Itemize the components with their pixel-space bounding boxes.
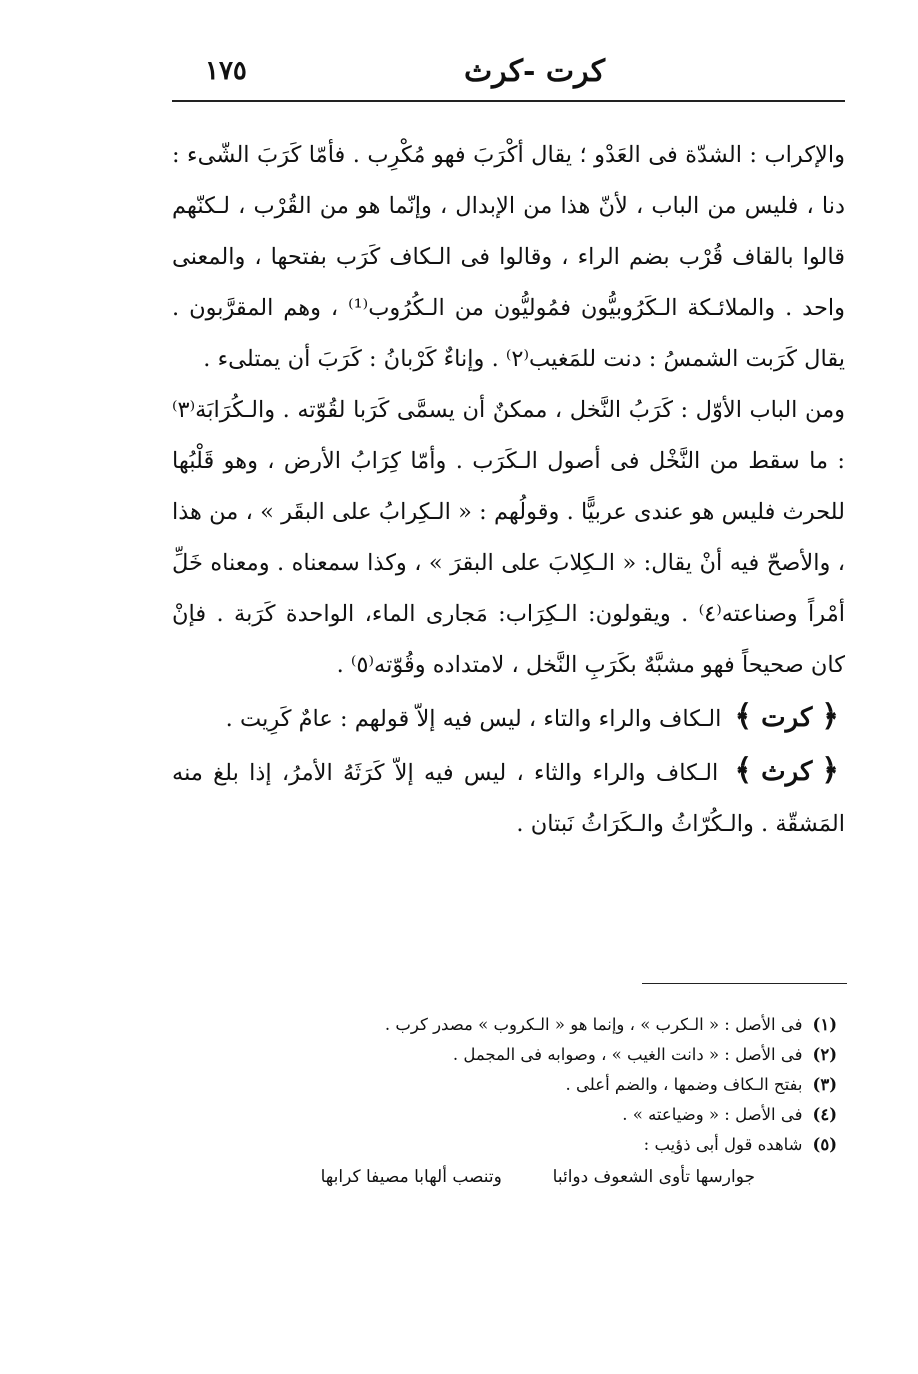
footnote: (٥)شاهده قول أبى ذؤيب : bbox=[643, 1135, 837, 1154]
entry-headword: ﴿ كرت ﴾ bbox=[734, 699, 839, 734]
footnote: (٤)فى الأصل : « وضياعته » . bbox=[622, 1105, 837, 1124]
entry-text: الـكاف والراء والثاء ، ليس فيه إلاّ كَرَثَهُ الأمرُ، إذا بلغ منه المَشقّة . والـكُرّاثُ والـكَرَاثُ نَبتان . bbox=[172, 760, 845, 837]
entry-headword: ﴿ كرث ﴾ bbox=[734, 753, 839, 788]
verse-first-hemistich: جوارسها تأوى الشعوف دوائبا bbox=[552, 1167, 755, 1187]
verse-second-hemistich: وتنصب ألهابا مصيفا كرابها bbox=[320, 1167, 502, 1187]
paragraph-continued: والإكراب : الشدّة فى العَدْو ؛ يقال أكْرَبَ فهو مُكْرِب . فأمّا كَرَبَ الشّىء : دنا ، فليس من الباب ، لأنّ هذا من الإبدال ، وإنّما هو من القُرْب ، لـكنّهم قالوا بالقاف قُرْب بضم الراء ، وقالوا فى الـكاف كَرَب بفتحها ، والمعنى واحد . والملائـكة الـكَرُوبيُّون فمُوليُّون من الـكُرُوب⁽¹⁾ ، وهم المقرَّبون . يقال كَرَبت الشمسُ : دنت للمَغيب⁽٢⁾ . وإناءٌ كَرْبانُ : كَرَبَ أن يمتلىء . bbox=[172, 142, 845, 372]
entry-text: الـكاف والراء والتاء ، ليس فيه إلاّ قولهم : عامٌ كَرِيت . bbox=[225, 706, 722, 732]
verse-line bbox=[172, 1162, 845, 1192]
footnote-separator bbox=[642, 983, 847, 984]
footnote: (٢)فى الأصل : « دانت الغيب » ، وصوابه فى المجمل . bbox=[452, 1045, 837, 1064]
entry-karat bbox=[172, 691, 845, 745]
entry-karath bbox=[172, 745, 845, 850]
page-number: ١٧٥ bbox=[205, 56, 247, 86]
footnotes bbox=[172, 1010, 845, 1209]
running-title: كرت -كرث bbox=[463, 54, 605, 89]
page-header bbox=[175, 50, 845, 94]
main-text bbox=[172, 130, 845, 850]
header-rule bbox=[172, 100, 845, 102]
paragraph-first-root: ومن الباب الأوّل : كَرَبُ النَّخل ، ممكنٌ أن يسمَّى كَرَبا لقُوّته . والـكُرَابَة⁽٣⁾ : ما سقط من النَّخْل فى أصول الـكَرَب . وأمّا كِرَابُ الأرض ، وهو قَلْبُها للحرث فليس هو عندى عربيًّا . وقولُهم : « الـكِرابُ على البقَر » ، من هذا ، والأصحّ فيه أنْ يقال: « الـكِلابَ على البقرَ » ، وكذا سمعناه . ومعناه خَلِّ أمْراً وصناعته⁽٤⁾ . ويقولون: الـكِرَاب: مَجارى الماء، الواحدة كَرَبة . فإنْ كان صحيحاً فهو مشبَّهٌ بكَرَبِ النَّخل ، لامتداده وقُوّته⁽٥⁾ . bbox=[172, 397, 846, 678]
footnote: (١)فى الأصل : « الـكرب » ، وإنما هو « الـكروب » مصدر كرب . bbox=[384, 1015, 837, 1034]
footnote: (٣)بفتح الـكاف وضمها ، والضم أعلى . bbox=[565, 1075, 837, 1094]
